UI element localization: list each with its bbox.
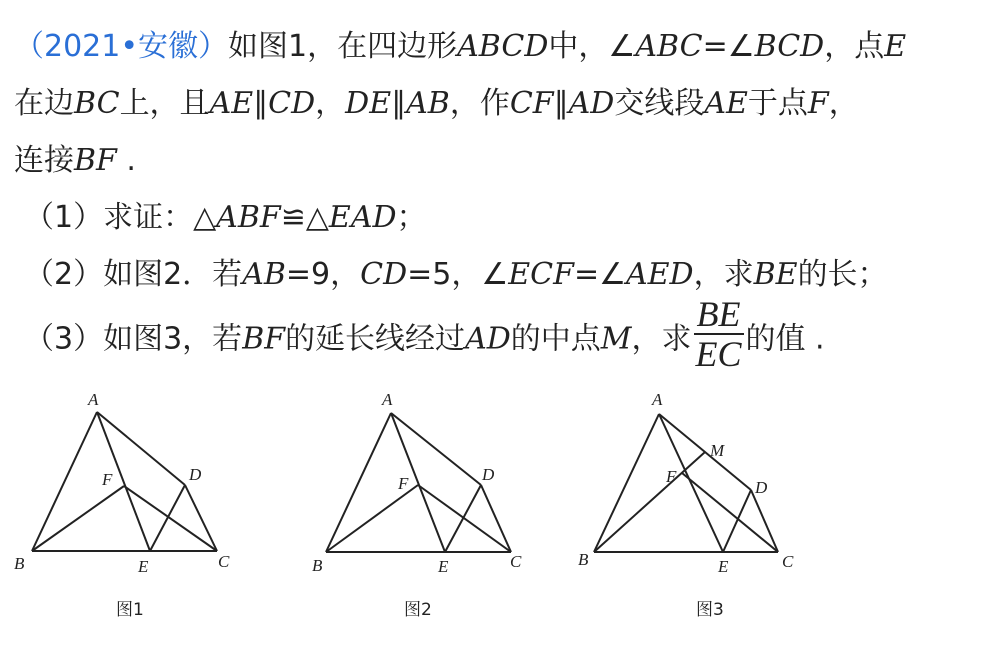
fraction-denominator: EC	[695, 334, 742, 374]
text-segment: ，求	[693, 257, 754, 292]
fraction-be-over-ec	[694, 294, 744, 374]
math-symbol: AB	[242, 257, 286, 292]
part-3	[14, 294, 974, 374]
math-symbol: F	[807, 86, 829, 121]
math-symbol: AED	[625, 257, 694, 292]
figure-1	[0, 385, 300, 639]
figure-2	[300, 385, 560, 639]
text-segment: 上，且	[119, 86, 210, 121]
fig2-label-b: B	[312, 556, 323, 575]
fig1-label-a: A	[88, 390, 99, 409]
text-segment: ，求	[631, 321, 692, 357]
text-segment: （1）求证：△	[24, 200, 217, 235]
fig1-label-f: F	[102, 470, 113, 489]
math-symbol: BF	[74, 143, 117, 178]
figure-1-caption: 图1	[116, 600, 144, 620]
math-symbol: BE	[753, 257, 798, 292]
text-segment: =∠	[702, 29, 755, 64]
part-1-text	[24, 200, 427, 235]
fig2-label-c: C	[510, 552, 522, 571]
stem-text-2	[14, 86, 859, 121]
text-segment: 中，∠	[548, 29, 636, 64]
math-symbol: BF	[242, 321, 286, 357]
text-segment: ∥	[391, 86, 407, 121]
figure-3	[570, 385, 830, 639]
fig1-label-b: B	[14, 554, 25, 573]
math-symbol: DE	[345, 86, 392, 121]
problem-source: （2021•安徽）	[14, 29, 229, 64]
figure-1-diagram	[0, 385, 300, 635]
fraction-numerator: BE	[696, 294, 741, 334]
part-3-text	[24, 322, 692, 357]
figure-2-diagram	[300, 385, 560, 635]
fig2-label-e: E	[438, 557, 449, 576]
text-segment: （3）如图3，若	[24, 321, 243, 357]
fig1-label-e: E	[138, 557, 149, 576]
math-symbol: ABC	[635, 29, 703, 64]
fig3-label-a: A	[652, 390, 663, 409]
part-3-text-end: 的值 .	[745, 321, 825, 357]
math-symbol: BC	[74, 86, 120, 121]
text-segment: ；	[396, 200, 427, 235]
text-segment: （2）如图2．若	[24, 257, 243, 292]
fig1-label-c: C	[218, 552, 230, 571]
text-segment: 于点	[747, 86, 808, 121]
stem-text-3	[14, 143, 136, 178]
part-2	[14, 246, 974, 303]
math-symbol: CD	[268, 86, 316, 121]
text-segment: 连接	[14, 143, 74, 178]
text-segment: =∠	[573, 257, 626, 292]
figure-2-caption: 图2	[404, 600, 432, 620]
text-segment: ，点	[824, 29, 885, 64]
math-symbol: CD	[360, 257, 408, 292]
text-segment: =9，	[285, 257, 361, 292]
math-symbol: AE	[704, 86, 748, 121]
text-segment: 在边	[14, 86, 74, 121]
math-symbol: AB	[406, 86, 450, 121]
fig2-label-d: D	[482, 465, 495, 484]
text-segment: 交线段	[614, 86, 705, 121]
math-symbol: AD	[465, 321, 511, 357]
text-segment: .	[116, 143, 136, 178]
fig3-label-b: B	[578, 550, 589, 569]
text-segment: 的长；	[797, 257, 888, 292]
text-segment: ≌△	[280, 200, 329, 235]
stem-text	[228, 29, 906, 64]
problem-stem-line-1	[14, 18, 974, 75]
problem-stem-line-2	[14, 75, 974, 132]
fig2-label-a: A	[382, 390, 393, 409]
text-segment: ∥	[253, 86, 269, 121]
math-symbol: EAD	[328, 200, 397, 235]
fig3-label-d: D	[755, 478, 768, 497]
math-symbol: E	[884, 29, 907, 64]
text-segment: ，	[315, 86, 346, 121]
math-symbol: ECF	[508, 257, 574, 292]
fig3-label-e: E	[718, 557, 729, 576]
fig1-label-d: D	[189, 465, 202, 484]
text-segment: 如图1，在四边形	[228, 29, 458, 64]
math-symbol: ABCD	[457, 29, 549, 64]
math-symbol: M	[600, 321, 632, 357]
text-segment: =5，∠	[407, 257, 509, 292]
text-segment: ，作	[449, 86, 510, 121]
math-symbol: CF	[509, 86, 554, 121]
fig3-label-m: M	[710, 441, 725, 460]
figure-3-caption: 图3	[696, 600, 724, 620]
math-symbol: AD	[568, 86, 615, 121]
text-segment: ∥	[553, 86, 569, 121]
fig3-label-c: C	[782, 552, 794, 571]
text-segment: 的中点	[510, 321, 601, 357]
text-segment: 的延长线经过	[285, 321, 466, 357]
fig2-label-f: F	[398, 474, 409, 493]
math-symbol: BCD	[754, 29, 825, 64]
figure-3-diagram	[570, 385, 830, 635]
math-symbol: ABF	[216, 200, 281, 235]
text-segment: ，	[828, 86, 859, 121]
fig3-label-f: F	[666, 467, 677, 486]
math-symbol: AE	[209, 86, 254, 121]
problem-stem-line-3	[14, 132, 974, 189]
problem-text	[14, 18, 974, 373]
part-1	[14, 189, 974, 246]
part-2-text	[24, 257, 888, 292]
